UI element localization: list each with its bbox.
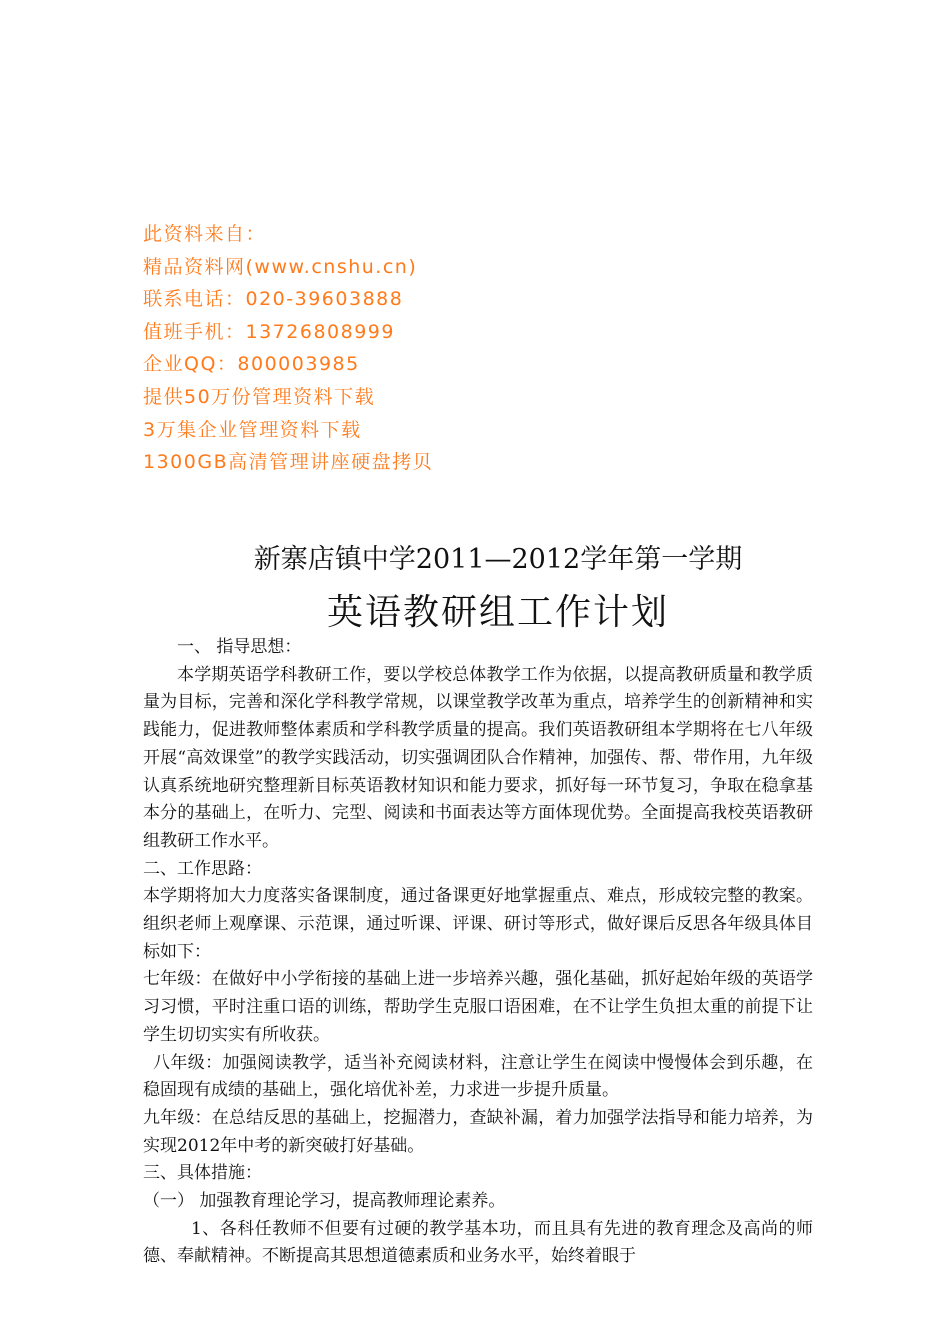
paragraph-guiding-ideology: 本学期英语学科教研工作，要以学校总体教学工作为依据，以提高教研质量和教学质量为目标，完善和深化学科教学常规，以课堂教学改革为重点，培养学生的创新精神和实践能力，促进教师整体素质和学科教学质量的提高。我们英语教研组本学期将在七八年级开展“高效课堂”的教学实践活动，切实强调团队合作精神，加强传、帮、带作用，九年级认真系统地研究整理新目标英语教材知识和能力要求，抓好每一环节复习，争取在稳拿基本分的基础上，在听力、完型、阅读和书面表达等方面体现优势。全面提高我校英语教研组教研工作水平。 [143,664,813,851]
section-heading-measures: 三、具体措施： [143,1163,262,1184]
document-subtitle: 新寨店镇中学2011—2012学年第一学期 [253,544,743,575]
paragraph-grade-seven: 七年级：在做好中小学衔接的基础上进一步培养兴趣，强化基础，抓好起始年级的英语学习习惯，平时注重口语的训练，帮助学生克服口语困难，在不让学生负担太重的前提下让学生切切实实有所收获。 [143,969,813,1045]
paragraph-measure-1: 1、各科任教师不但要有过硬的教学基本功，而且具有先进的教育理念及高尚的师德、奉献精神。不断提高其思想道德素质和业务水平，始终着眼于 [143,1218,813,1267]
paragraph-work-approach: 本学期将加大力度落实备课制度，通过备课更好地掌握重点、难点，形成较完整的教案。组织老师上观摩课、示范课，通过听课、评课、研讨等形式，做好课后反思各年级具体目标如下： [143,886,813,962]
paragraph-grade-eight: 八年级：加强阅读教学，适当补充阅读材料，注意让学生在阅读中慢慢体会到乐趣，在稳固现有成绩的基础上，强化培优补差，力求进一步提升质量。 [143,1052,813,1101]
section-heading-guiding-ideology: 一、 指导思想： [177,637,302,657]
ad-line-offer-2: 3万集企业管理资料下载 [143,418,362,441]
ad-line-source: 此资料来自： [143,223,267,245]
ad-line-phone: 联系电话：020-39603888 [143,288,404,311]
paragraph-grade-nine: 九年级：在总结反思的基础上，挖掘潜力，查缺补漏，着力加强学法指导和能力培养，为实现2012年中考的新突破打好基础。 [143,1107,813,1156]
document-title: 英语教研组工作计划 [326,592,669,633]
ad-line-mobile: 值班手机：13726808999 [143,320,395,343]
ad-line-offer-3: 1300GB高清管理讲座硬盘拷贝 [143,451,434,474]
document-body [143,634,813,1271]
source-advertisement [143,218,703,479]
subsection-heading-theory-study: （一） 加强教育理论学习，提高教师理论素养。 [143,1191,506,1212]
ad-line-offer-1: 提供50万份管理资料下载 [143,385,376,408]
ad-line-website: 精品资料网(www.cnshu.cn) [143,255,418,278]
ad-line-qq: 企业QQ：800003985 [143,353,360,376]
section-heading-work-approach: 二、工作思路： [143,858,262,879]
